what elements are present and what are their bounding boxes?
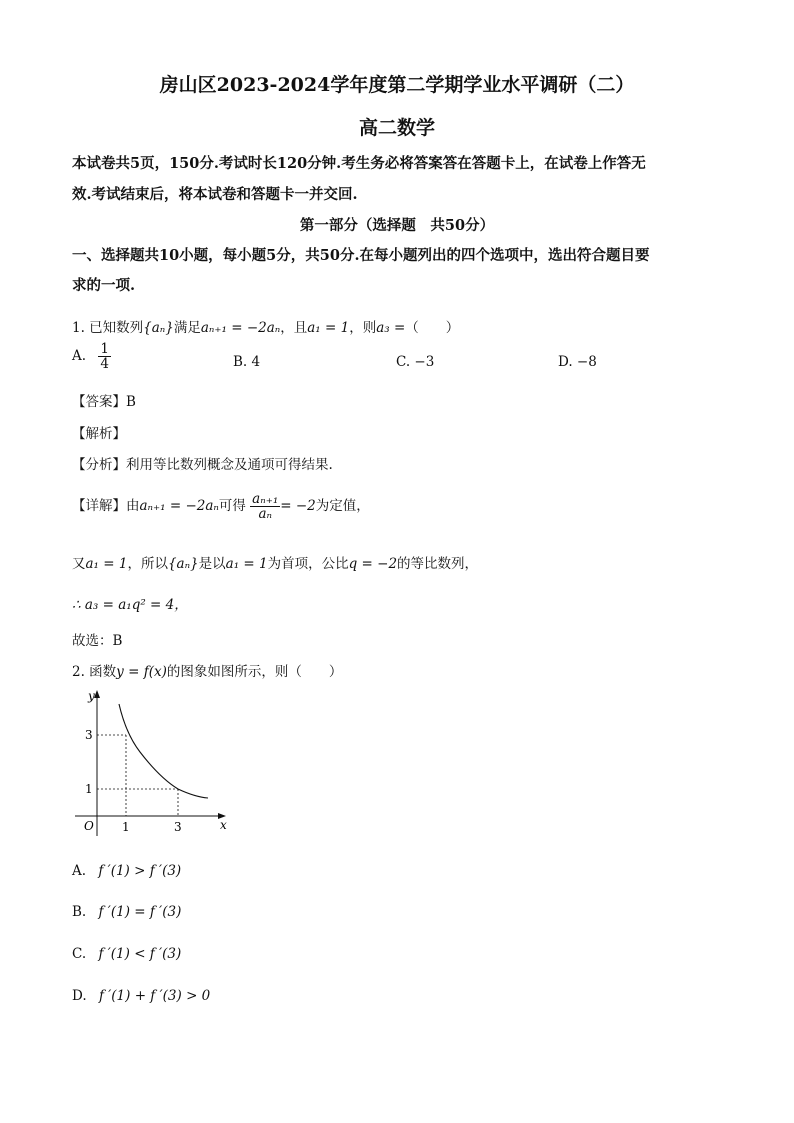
section-heading: 第一部分（选择题 共50分）	[299, 217, 495, 234]
q1-sequence: {aₙ}	[143, 320, 174, 336]
intro-line-1: 本试卷共5页，150分.考试时长120分钟.考生务必将答案答在答题卡上，在试卷上作答无	[72, 155, 646, 172]
question-2-stem	[72, 660, 342, 680]
q2-stem-pre: 2. 函数	[72, 664, 117, 680]
q1-line2-a1-again: a₁ = 1	[225, 556, 268, 572]
intro-line-2: 效.考试结束后，将本试卷和答题卡一并交回.	[72, 186, 358, 203]
q1-line2-mid2: 是以	[198, 556, 226, 572]
q2-stem-post: 的图象如图所示，则（ ）	[166, 664, 343, 680]
q2-option-a-text: f ′(1) > f ′(3)	[98, 863, 182, 879]
origin-label: O	[84, 819, 94, 833]
q2-option-c-label: C.	[72, 946, 87, 962]
q1-detail-relation: aₙ₊₁ = −2aₙ	[139, 498, 219, 515]
q1-fenxi: 【分析】利用等比数列概念及通项可得结果.	[72, 457, 333, 473]
q2-function-graph	[70, 686, 240, 846]
q2-option-a-label: A.	[72, 863, 87, 879]
q1-option-b[interactable]: B. 4	[233, 354, 261, 370]
exam-subject: 高二数学	[358, 117, 435, 139]
q1-line2-post: 的等比数列，	[397, 556, 479, 572]
q2-option-b-text: f ′(1) = f ′(3)	[98, 904, 182, 920]
q1-stem-pre: 1. 已知数列	[72, 320, 144, 336]
q1-detail-equals: = −2	[280, 498, 316, 515]
y-axis-label: y	[88, 689, 95, 703]
q1-detail-denominator: aₙ	[258, 506, 272, 523]
q1-choose: 故选：B	[72, 633, 123, 649]
q1-line2-sequence: {aₙ}	[167, 556, 199, 572]
q1-detail-line-3: ∴ a₃ = a₁q² = 4，	[72, 597, 188, 613]
x-tick-3: 3	[174, 820, 182, 834]
q1-detail-fraction	[250, 492, 280, 521]
q2-option-d[interactable]	[72, 988, 210, 1004]
section-instructions-1: 一、选择题共10小题，每小题5分，共50分.在每小题列出的四个选项中，选出符合题目要	[72, 247, 650, 264]
q1-line2-mid1: ，所以	[127, 556, 168, 572]
q1-detail-line-2	[72, 552, 478, 572]
q1-stem-mid2: ，且	[280, 320, 308, 336]
q2-option-b[interactable]	[72, 904, 181, 920]
q2-function: y = f(x)	[116, 664, 167, 680]
section-instructions-2: 求的一项.	[72, 277, 136, 294]
q1-option-a-numerator: 1	[100, 341, 109, 357]
q2-option-a[interactable]	[72, 863, 181, 879]
q1-option-a-denominator: 4	[100, 356, 109, 373]
question-1-stem	[72, 316, 459, 336]
q1-detail-pre: 【详解】由	[72, 498, 140, 515]
q1-line2-pre: 又	[72, 556, 86, 572]
x-tick-1: 1	[122, 820, 130, 834]
function-curve	[119, 704, 208, 798]
y-tick-1: 1	[85, 782, 93, 796]
q1-option-a-fraction	[98, 342, 111, 371]
q1-option-c[interactable]: C. −3	[396, 354, 435, 370]
q1-analysis-label: 【解析】	[72, 426, 126, 442]
q1-option-a-label: A.	[72, 348, 87, 365]
y-tick-3: 3	[85, 728, 93, 742]
q1-line2-ratio: q = −2	[348, 556, 398, 572]
q1-line2-mid3: 为首项，公比	[267, 556, 349, 572]
exam-title: 房山区2023-2024学年度第二学期学业水平调研（二）	[159, 74, 635, 96]
q1-ask: a₃ =	[376, 320, 406, 336]
q2-option-c[interactable]	[72, 946, 181, 962]
x-axis-label: x	[220, 818, 227, 832]
q1-initial-term: a₁ = 1	[307, 320, 350, 336]
q1-option-d[interactable]: D. −8	[558, 354, 597, 370]
q1-option-a[interactable]	[72, 342, 111, 371]
q1-line2-a1: a₁ = 1	[85, 556, 128, 572]
q1-detail-numerator: aₙ₊₁	[252, 491, 279, 507]
q1-detail	[72, 492, 370, 521]
q1-relation: aₙ₊₁ = −2aₙ	[200, 320, 281, 336]
q2-option-d-text: f ′(1) + f ′(3) > 0	[98, 988, 211, 1004]
q2-option-d-label: D.	[72, 988, 87, 1004]
q1-stem-mid3: ，则	[349, 320, 377, 336]
q1-detail-mid: 可得	[218, 498, 246, 515]
q2-option-c-text: f ′(1) < f ′(3)	[98, 946, 182, 962]
q1-stem-mid1: 满足	[173, 320, 201, 336]
q1-blank: （ ）	[405, 320, 460, 336]
y-axis-arrow	[94, 690, 100, 698]
q1-detail-post: 为定值，	[315, 498, 370, 515]
q2-option-b-label: B.	[72, 904, 87, 920]
q1-answer: 【答案】B	[72, 394, 136, 410]
